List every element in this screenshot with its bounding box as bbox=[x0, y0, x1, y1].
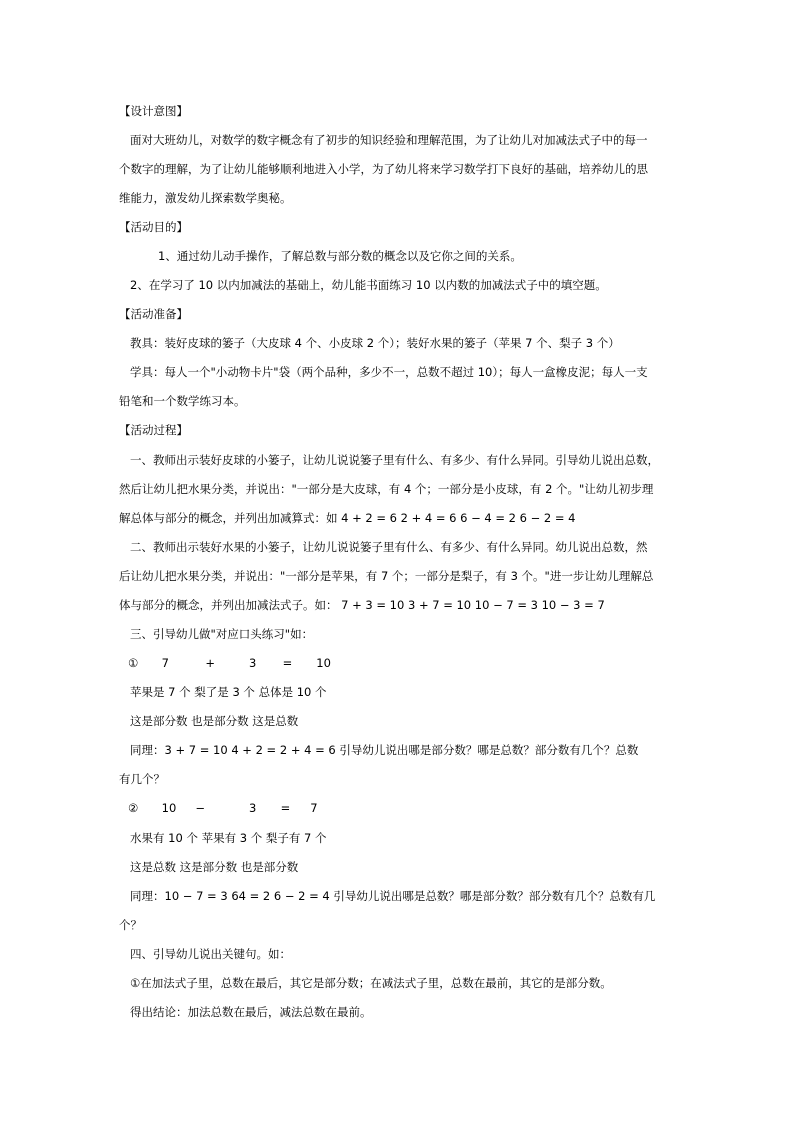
ex2-operand-b: 3 bbox=[248, 801, 257, 815]
step4-title: 四、引导幼儿说出关键句。如： bbox=[130, 947, 291, 961]
ex2-result: 7 bbox=[310, 801, 318, 815]
ex2-desc: 水果有 10 个 苹果有 3 个 梨子有 7 个 bbox=[130, 831, 327, 845]
ex1-operand-b: 3 bbox=[248, 656, 257, 670]
step2-line-1: 二、教师出示装好水果的小篓子，让幼儿说说篓子里有什么、有多少、有什么异同。幼儿说出总数，然 bbox=[130, 540, 648, 554]
goals-heading: 【活动目的】 bbox=[119, 220, 188, 234]
process-heading: 【活动过程】 bbox=[119, 423, 188, 437]
design-intent-line-3: 维能力，激发幼儿探索数学奥秘。 bbox=[119, 191, 292, 205]
ex1-operator: + bbox=[205, 656, 215, 670]
prep-heading: 【活动准备】 bbox=[119, 307, 188, 321]
ex2-same-line-2: 个？ bbox=[119, 918, 142, 932]
ex1-equation bbox=[128, 653, 688, 673]
step2-line-2: 后让幼儿把水果分类，并说出："一部分是苹果，有 7 个；一部分是梨子，有 3 个。"进一步让幼儿理解总 bbox=[119, 569, 654, 583]
ex2-roles: 这是总数 这是部分数 也是部分数 bbox=[130, 860, 299, 874]
ex1-roles: 这是部分数 也是部分数 这是总数 bbox=[130, 714, 299, 728]
ex2-equals: = bbox=[280, 801, 291, 815]
step1-line-2: 然后让幼儿把水果分类，并说出："一部分是大皮球，有 4 个；一部分是小皮球，有 2 个。"让幼儿初步理 bbox=[119, 482, 654, 496]
step2-line-3: 体与部分的概念，并列出加减法式子。如： 7 + 3 = 10 3 + 7 = 10 10 − 7 = 3 10 − 3 = 7 bbox=[119, 598, 605, 612]
ex1-operand-a: 7 bbox=[161, 656, 169, 670]
prep-line-2: 学具：每人一个"小动物卡片"袋（两个品种，多少不一，总数不超过 10）；每人一盒橡皮泥；每人一支 bbox=[130, 365, 648, 379]
step4-line-2: 得出结论：加法总数在最后，减法总数在最前。 bbox=[130, 1005, 372, 1019]
ex1-desc: 苹果是 7 个 梨了是 3 个 总体是 10 个 bbox=[130, 685, 327, 699]
ex2-equation bbox=[128, 798, 688, 818]
design-intent-heading: 【设计意图】 bbox=[119, 104, 188, 118]
ex2-marker: ② bbox=[128, 801, 139, 815]
prep-line-1: 教具：装好皮球的篓子（大皮球 4 个、小皮球 2 个）；装好水果的篓子（苹果 7 个、梨子 3 个） bbox=[130, 336, 620, 350]
ex1-same-line-1: 同理：3 + 7 = 10 4 + 2 = 2 + 4 = 6 引导幼儿说出哪是部分数？哪是总数？部分数有几个？总数 bbox=[130, 743, 639, 757]
goal-item-2: 2、在学习了 10 以内加减法的基础上，幼儿能书面练习 10 以内数的加减法式子中的填空题。 bbox=[130, 278, 607, 292]
ex1-equals: = bbox=[282, 656, 293, 670]
step1-line-1: 一、教师出示装好皮球的小篓子，让幼儿说说篓子里有什么、有多少、有什么异同。引导幼儿说出总数， bbox=[130, 453, 659, 467]
step1-line-3: 解总体与部分的概念，并列出加减算式：如 4 + 2 = 6 2 + 4 = 6 6 − 4 = 2 6 − 2 = 4 bbox=[119, 511, 576, 525]
ex1-result: 10 bbox=[316, 656, 331, 670]
ex2-same-line-1: 同理：10 − 7 = 3 64 = 2 6 − 2 = 4 引导幼儿说出哪是总数？哪是部分数？部分数有几个？总数有几 bbox=[130, 889, 656, 903]
prep-line-3: 铅笔和一个数学练习本。 bbox=[119, 394, 246, 408]
ex1-marker: ① bbox=[128, 656, 139, 670]
step3-title: 三、引导幼儿做"对应口头练习"如： bbox=[130, 627, 314, 641]
step4-line-1: ①在加法式子里，总数在最后，其它是部分数；在减法式子里，总数在最前，其它的是部分数。 bbox=[130, 976, 612, 990]
ex2-operator: − bbox=[195, 801, 205, 815]
design-intent-line-2: 个数字的理解，为了让幼儿能够顺利地进入小学，为了幼儿将来学习数学打下良好的基础，培养幼儿的思 bbox=[119, 162, 648, 176]
ex2-operand-a: 10 bbox=[161, 801, 177, 815]
goal-item-1: 1、通过幼儿动手操作，了解总数与部分数的概念以及它你之间的关系。 bbox=[158, 249, 522, 263]
ex1-same-line-2: 有几个？ bbox=[119, 772, 165, 786]
design-intent-line-1: 面对大班幼儿，对数学的数字概念有了初步的知识经验和理解范围，为了让幼儿对加减法式子中的每一 bbox=[130, 133, 648, 147]
